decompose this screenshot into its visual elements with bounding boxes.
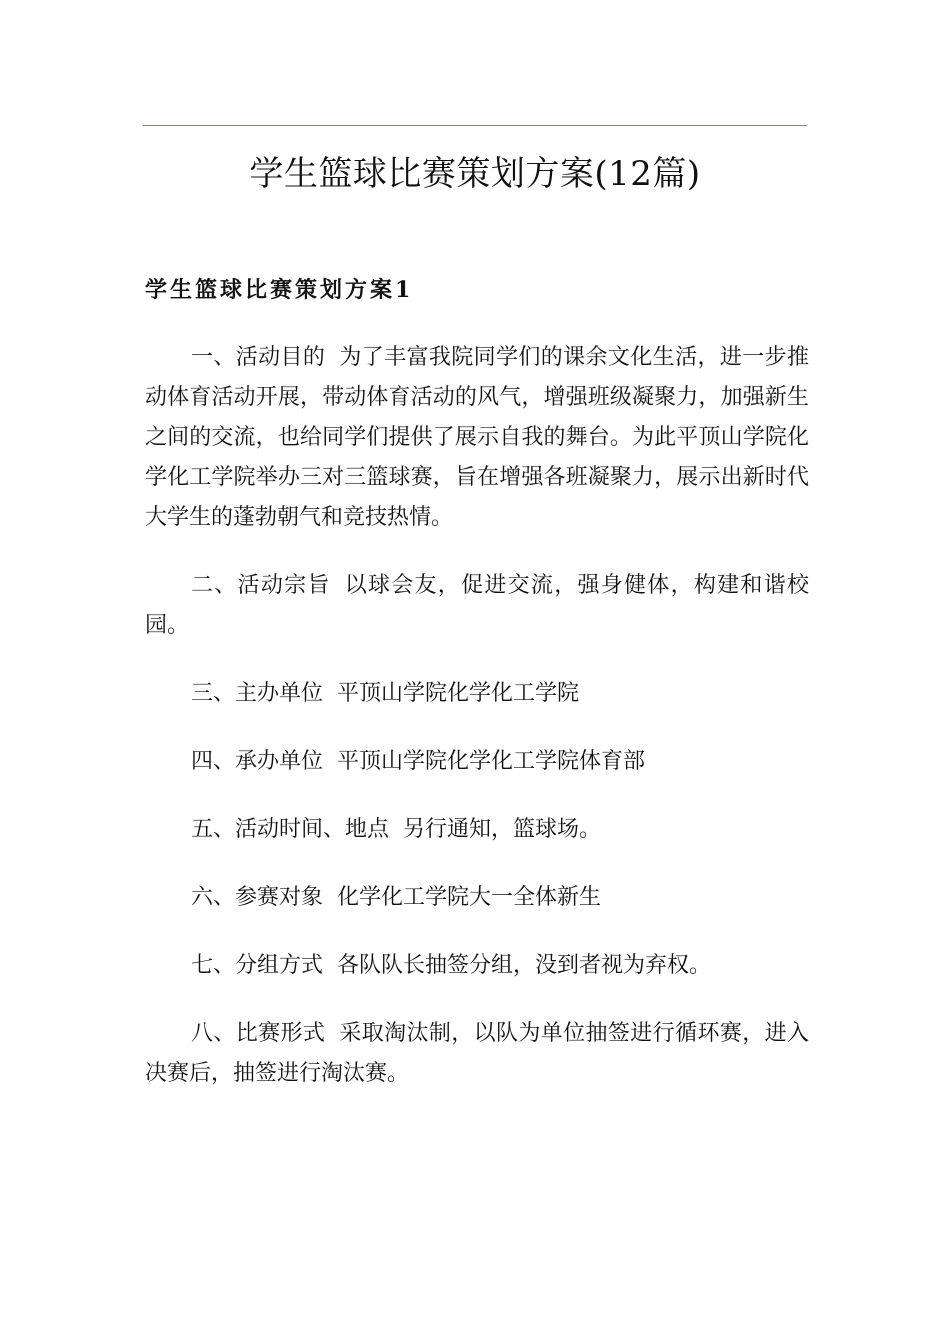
header-rule (143, 125, 807, 126)
paragraph-participants (145, 878, 809, 918)
paragraph-label: 四、承办单位 (191, 749, 324, 774)
document-body (145, 338, 809, 1122)
paragraph-label: 二、活动宗旨 (191, 573, 331, 598)
paragraph-organizer (145, 742, 809, 782)
paragraph-label: 三、主办单位 (191, 681, 324, 706)
paragraph-label: 八、比赛形式 (191, 1021, 326, 1046)
paragraph-label: 一、活动目的 (191, 345, 326, 370)
paragraph-format (145, 1014, 809, 1094)
paragraph-text: 化学化工学院大一全体新生 (337, 885, 602, 910)
paragraph-host (145, 674, 809, 714)
paragraph-text: 另行通知，篮球场。 (403, 817, 602, 842)
paragraph-text: 平顶山学院化学化工学院 (337, 681, 580, 706)
paragraph-time-place (145, 810, 809, 850)
section-heading: 学生篮球比赛策划方案1 (145, 277, 414, 303)
paragraph-aim (145, 566, 809, 646)
paragraph-text: 平顶山学院化学化工学院体育部 (337, 749, 646, 774)
paragraph-label: 五、活动时间、地点 (191, 817, 390, 842)
paragraph-label: 七、分组方式 (191, 953, 324, 978)
paragraph-purpose (145, 338, 809, 538)
paragraph-text: 各队队长抽签分组，没到者视为弃权。 (337, 953, 712, 978)
paragraph-label: 六、参赛对象 (191, 885, 324, 910)
paragraph-grouping (145, 946, 809, 986)
document-title: 学生篮球比赛策划方案(12篇) (249, 154, 701, 194)
paragraph-text: 为了丰富我院同学们的课余文化生活，进一步推动体育活动开展，带动体育活动的风气，增强班级凝聚力，加强新生之间的交流，也给同学们提供了展示自我的舞台。为此平顶山学院化学化工学院举办三对三篮球赛，旨在增强各班凝聚力，展示出新时代大学生的蓬勃朝气和竞技热情。 (145, 345, 809, 530)
paragraph-text: 采取淘汰制，以队为单位抽签进行循环赛，进入决赛后，抽签进行淘汰赛。 (145, 1021, 809, 1086)
paragraph-text: 以球会友，促进交流，强身健体，构建和谐校园。 (145, 573, 809, 638)
